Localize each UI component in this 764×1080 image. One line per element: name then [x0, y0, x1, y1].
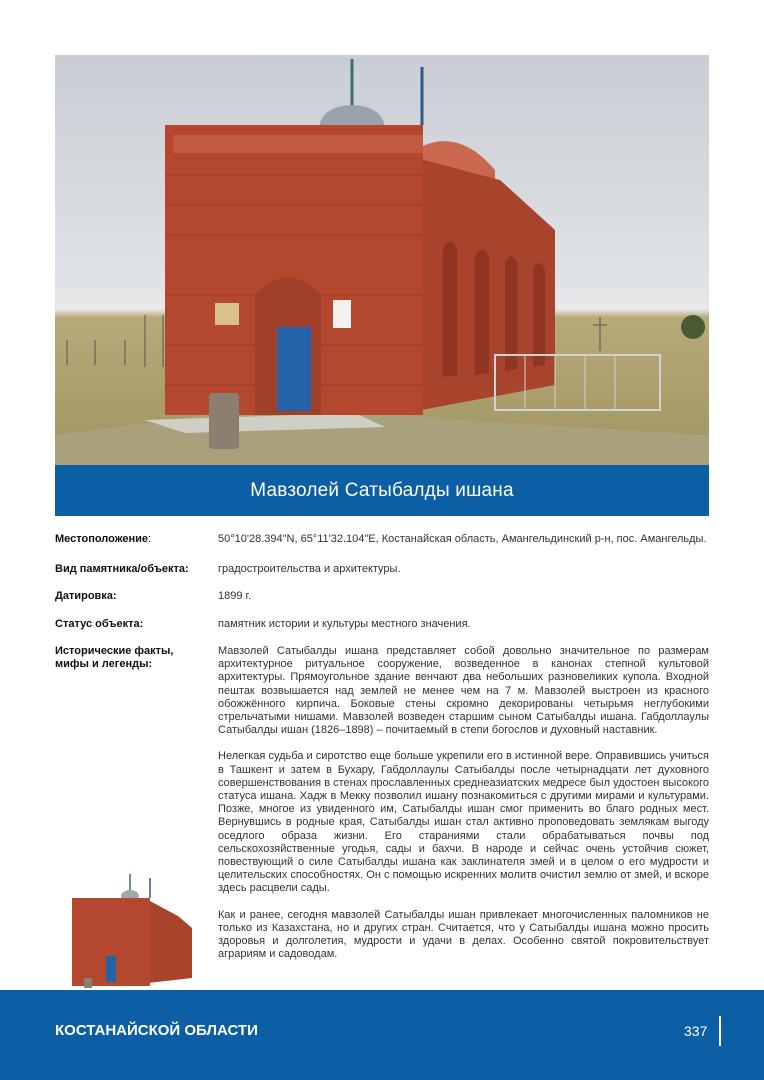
field-value: 1899 г.	[218, 590, 252, 602]
footer-divider	[719, 1016, 721, 1046]
field-status	[55, 618, 471, 631]
footer-region: КОСТАНАЙСКОЙ ОБЛАСТИ	[55, 1022, 258, 1039]
page-footer	[0, 990, 764, 1080]
mausoleum-photo	[55, 55, 709, 465]
field-date	[55, 590, 251, 603]
history-label-line1: Исторические факты,	[55, 645, 174, 657]
history-paragraph: Как и ранее, сегодня мавзолей Сатыбалды ишан привлекает многочисленных паломников не только из Казахстана, но и других стран. Считается, что у Сатыбалды ишана можно просить здоровья и долголетия, мудрости и удачи в делах. Особенно святой покровительствует аграриям и садоводам.	[218, 908, 709, 961]
history-paragraph: Нелегкая судьба и сиротство еще больше укрепили его в истинной вере. Оправившись учиться в Ташкент и затем в Бухару, Габдоллаулы Сатыбалды после четырнадцати лет духовного совершенствования в стенах прославленных среднеазиатских медресе был удостоен высокого статуса ишана. Хадж в Мекку позволил ишану познакомиться с другими мирами и культурами. Позже, многое из увиденного им, Сатыбалды ишан смог применить во благо родных мест. Вернувшись в родные края, Сатыбалды ишан стал активно проповедовать землякам выгоду оседлого образа жизни. Его стараниями стали обрабатываться почвы под сельскохозяйственные угодья, сады и бахчи. В народе и сейчас очень устойчив сюжет, повествующий о силе Сатыбалды ишана как заклинателя змей и в целом о его мудрости и целительских способностях. Он с помощью искренних молитв очистил землю от змей, и вскоре здесь расцвели сады.	[218, 750, 709, 895]
field-value: градостроительства и архитектуры.	[218, 563, 401, 575]
field-location: Местоположение: 50°10'28.394"N, 65°11'32.104"E, Костанайская область, Амангельдинский р-н, пос. Амангельды.	[55, 533, 707, 545]
history-label-line2: мифы и легенды:	[55, 658, 153, 671]
history-text	[218, 645, 709, 974]
field-label: Датировка:	[55, 590, 117, 602]
field-value: 50°10'28.394"N, 65°11'32.104"E, Костанайская область, Амангельдинский р-н, пос. Амангельды.	[218, 533, 707, 545]
field-label: Местоположение	[55, 533, 149, 545]
field-value: памятник истории и культуры местного значения.	[218, 618, 471, 630]
page-title: Мавзолей Сатыбалды ишана	[55, 465, 709, 516]
mausoleum-thumbnail	[66, 868, 194, 988]
field-label: Статус объекта:	[55, 618, 144, 630]
page-number: 337	[684, 1023, 708, 1039]
field-type	[55, 563, 401, 576]
history-paragraph: Мавзолей Сатыбалды ишана представляет собой довольно значительное по размерам архитектурное ритуальное сооружение, возведенное в канонах степной культовой архитектуры. Прямоугольное здание венчают два небольших разновеликих купола. Входной пештак возвышается над землей не менее чем на 7 м. Мавзолей выстроен из красного обожжённого кирпича. Боковые стены скромно декорированы четырьмя неглубокими стрельчатыми нишами. Мавзолей возведен старшим сыном Сатыбалды ишана. Габдоллаулы Сатыбалды ишан (1826–1898) – почитаемый в степи богослов и духовный наставник.	[218, 645, 709, 737]
field-label: Вид памятника/объекта:	[55, 563, 189, 575]
